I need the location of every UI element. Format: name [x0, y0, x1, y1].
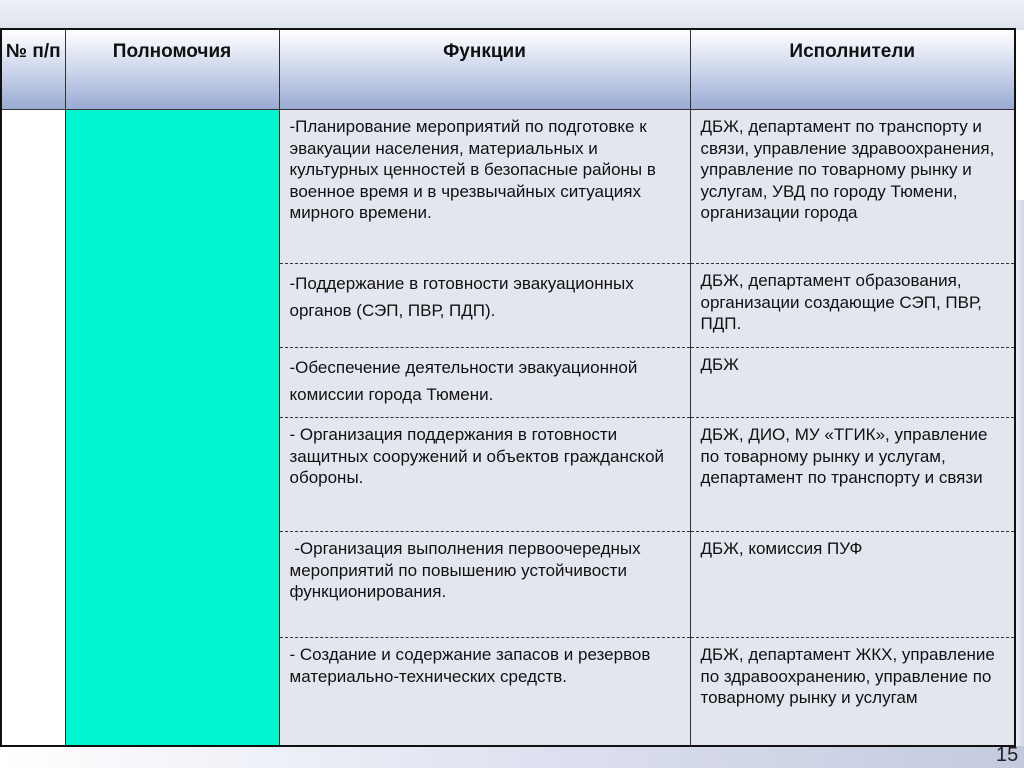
- executors-cell: ДБЖ, ДИО, МУ «ТГИК», управление по товарному рынку и услугам, департамент по транспорту и связи: [690, 418, 1015, 532]
- header-executors: Исполнители: [690, 29, 1015, 110]
- executors-cell: ДБЖ, департамент по транспорту и связи, управление здравоохранения, управление по товарному рынку и услугам, УВД по городу Тюмени, организации города: [690, 110, 1015, 264]
- powers-cell: [65, 110, 279, 747]
- slide-background-bottom: [0, 746, 1024, 768]
- function-cell: -Поддержание в готовности эвакуационных органов (СЭП, ПВР, ПДП).: [279, 264, 690, 348]
- function-cell: - Создание и содержание запасов и резервов материально-технических средств.: [279, 638, 690, 747]
- executors-cell: ДБЖ, департамент ЖКХ, управление по здравоохранению, управление по товарному рынку и услугам: [690, 638, 1015, 747]
- header-num: № п/п: [1, 29, 65, 110]
- page-number: 15: [996, 744, 1019, 766]
- header-functions: Функции: [279, 29, 690, 110]
- responsibilities-table: [0, 28, 1016, 747]
- function-cell: -Обеспечение деятельности эвакуационной комиссии города Тюмени.: [279, 348, 690, 418]
- executors-cell: ДБЖ, департамент образования, организации создающие СЭП, ПВР, ПДП.: [690, 264, 1015, 348]
- function-cell: - Организация поддержания в готовности защитных сооружений и объектов гражданской обороны.: [279, 418, 690, 532]
- function-cell: -Планирование мероприятий по подготовке к эвакуации населения, материальных и культурных ценностей в безопасные районы в военное время и в чрезвычайных ситуациях мирного времени.: [279, 110, 690, 264]
- num-cell: [1, 110, 65, 747]
- header-powers: Полномочия: [65, 29, 279, 110]
- function-cell: -Организация выполнения первоочередных мероприятий по повышению устойчивости функционирования.: [279, 532, 690, 638]
- slide-background-top: [0, 0, 1024, 30]
- table-row: [1, 110, 1015, 264]
- executors-cell: ДБЖ, комиссия ПУФ: [690, 532, 1015, 638]
- executors-cell: ДБЖ: [690, 348, 1015, 418]
- table-header-row: [1, 29, 1015, 110]
